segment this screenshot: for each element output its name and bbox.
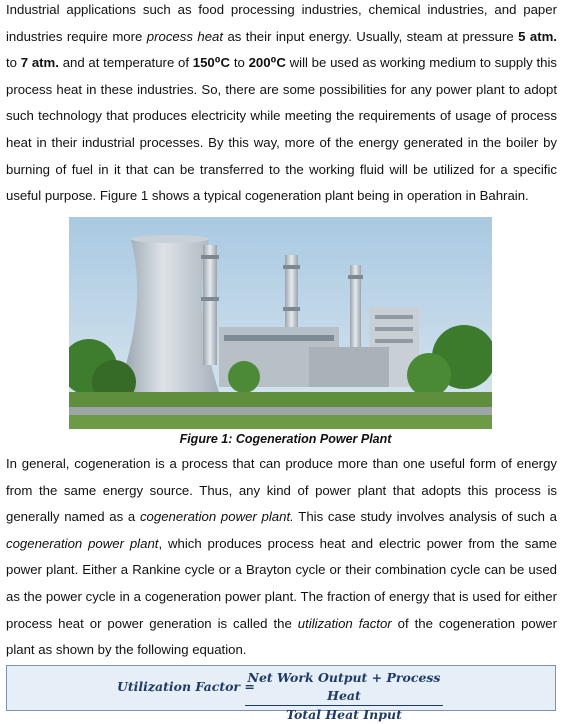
text-span: as their input energy. Usually, steam at pressure [223,28,519,44]
cogeneration-plant-photo [69,217,492,429]
pressure-max: 7 atm. [20,55,59,71]
term-utilization-factor: utilization factor [297,615,392,631]
equation-box [6,665,556,722]
text-span: This case study involves analysis of such a [293,509,557,525]
text-span: to [230,55,249,71]
text-span: of the cogeneration power plant as shown by the following equation. [6,615,558,658]
term-cogeneration-power-plant: cogeneration power plant [6,535,159,551]
cogeneration-paragraph [6,451,557,664]
power-plant-illustration [69,217,492,429]
text-span: , which produces process heat and electric power from the same power plant. Either a Rankine cycle or a Brayton cycle or their combination cycle can be used as the power cycle in a cogeneration power plant. The fraction of energy that is used for either process heat or power generation is called the [6,535,557,631]
equation-fraction [243,669,445,724]
intro-paragraph [6,0,557,210]
text-span: and at temperature of [58,55,193,71]
figure-caption: Figure 1: Cogeneration Power Plant [179,432,392,446]
text-span: In general, cogeneration is a process that can produce more than one useful form of energy from the same energy source. Thus, any kind of power plant that adopts this process is generally named as a [6,456,557,525]
equation-numerator: Net Work Output + Process Heat [247,670,441,703]
text-span: Industrial applications such as food processing industries, chemical industries, and paper industries require more [6,2,557,44]
equation-denominator: Total Heat Input [286,707,402,722]
text-span: to [6,55,21,71]
temperature-max: 200⁰C [248,55,286,71]
temperature-min: 150⁰C [192,55,231,71]
term-process-heat: process heat [146,28,224,44]
text-span: will be used as working medium to supply this process heat in these industries. So, there are some possibilities for any power plant to adopt such technology that produces electricity while meeting the requirements of usage of process heat in their industrial processes. By this way, more of the energy generated in the boiler by burning of fuel in it that can be transferred to the working fluid will be utilized for a specific useful purpose. Figure 1 shows a typical cogeneration plant being in operation in Bahrain. [6,55,558,204]
term-cogeneration-power-plant: cogeneration power plant. [139,509,294,525]
pressure-min: 5 atm. [518,28,557,44]
equation-lhs: Utilization Factor = [117,679,255,694]
